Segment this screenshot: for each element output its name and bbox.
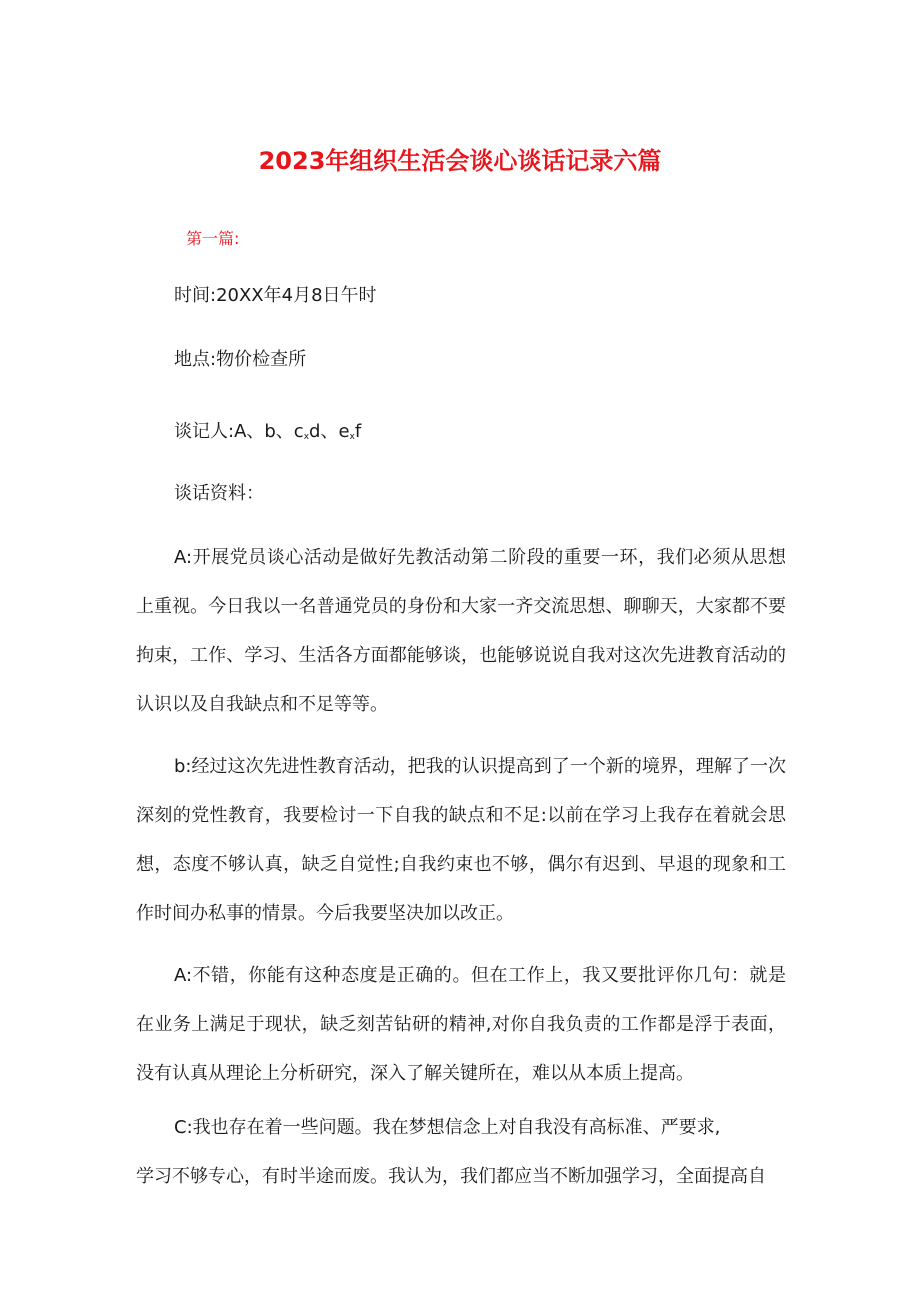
section-label: 第一篇: [186,229,240,248]
paragraph-4: C:我也存在着一些问题。我在梦想信念上对自我没有高标准、严要求, [174,1117,721,1138]
location-line: 地点:物价检查所 [174,349,307,370]
participants-subscript-2: x [349,432,355,442]
participants-line [174,418,361,446]
paragraph-1: A:开展党员谈心活动是做好先教活动第二阶段的重要一环，我们必须从思想上重视。今日我以一名普通党员的身份和大家一齐交流思想、聊聊天，大家都不要拘束，工作、学习、生活各方面都能够谈，也能够说说自我对这次先进教育活动的认识以及自我缺点和不足等等。 [136,547,786,715]
participants-prefix: 谈记人:A、b、c [174,421,304,442]
paragraph-5: 学习不够专心，有时半途而废。我认为，我们都应当不断加强学习，全面提高自 [136,1166,766,1187]
document-title: 2023年组织生活会谈心谈话记录六篇 [258,147,662,175]
time-line: 时间:20XX年4月8日午时 [174,285,377,306]
participants-suffix: f [354,421,362,442]
content-heading: 谈话资料： [174,483,264,504]
paragraph-3: A:不错，你能有这种态度是正确的。但在工作上，我又要批评你几句：就是在业务上满足于现状，缺乏刻苦钻研的精神,对你自我负责的工作都是浮于表面，没有认真从理论上分析研究，深入了解关键所在，难以从本质上提高。 [136,965,786,1084]
paragraph-2: b:经过这次先进性教育活动，把我的认识提高到了一个新的境界，理解了一次深刻的党性教育，我要检讨一下自我的缺点和不足:以前在学习上我存在着就会思想，态度不够认真，缺乏自觉性;自我约束也不够，偶尔有迟到、早退的现象和工作时间办私事的情景。今后我要坚决加以改正。 [136,756,786,924]
participants-middle: d、e [309,421,350,442]
participants-subscript-1: x [303,432,310,442]
